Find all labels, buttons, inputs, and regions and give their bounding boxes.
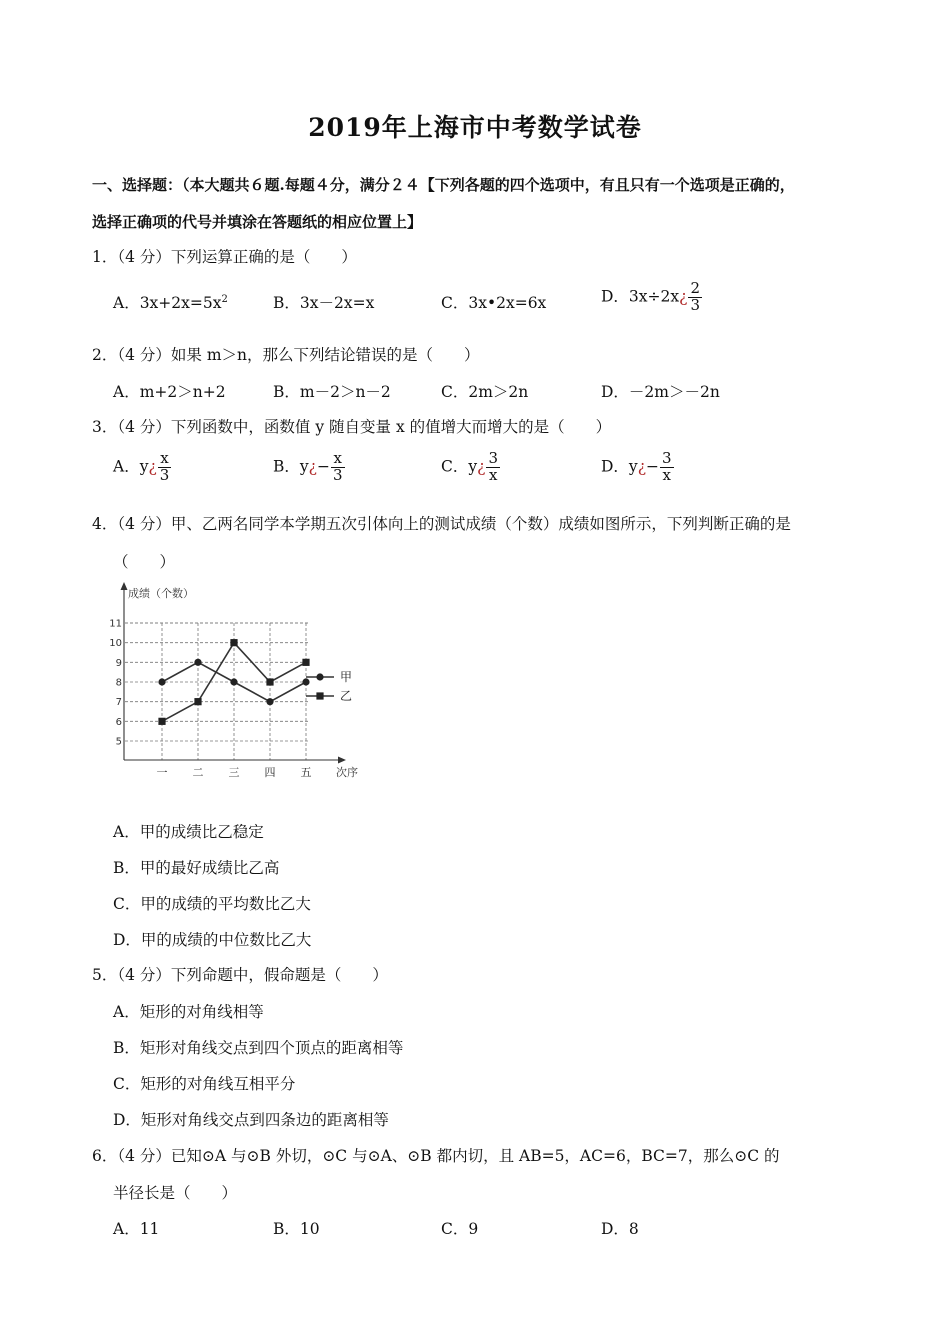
data-point-circle [158, 678, 165, 685]
legend-marker-circle [316, 673, 323, 680]
q3-option-c-glyph: ¿ [477, 457, 486, 476]
y-tick-label: 8 [115, 677, 122, 689]
q3-option-a-numerator: x [158, 451, 172, 468]
q1-option-d-text: D．3x÷2x [601, 287, 680, 306]
q6-option-a: A．11 [113, 1220, 160, 1238]
q4-answer-paren: （ ） [113, 553, 176, 571]
q3-stem: 3．（4 分）下列函数中，函数值 y 随自变量 x 的值增大而增大的是（ ） [92, 418, 612, 436]
q3-option-b-denominator: 3 [332, 465, 343, 484]
x-tick-label: 四 [264, 766, 276, 779]
q3-option-d-fraction [660, 451, 674, 484]
y-axis-title: 成绩（个数） [128, 587, 194, 600]
q1-option-c: C．3x•2x=6x [441, 294, 547, 312]
q6-option-c: C．9 [441, 1220, 479, 1238]
q4-option-b: B．甲的最好成绩比乙高 [113, 859, 280, 877]
data-point-square [302, 659, 309, 666]
q3-option-a [113, 451, 171, 484]
q3-option-d [601, 451, 674, 484]
x-axis-arrow [338, 757, 346, 764]
legend-label: 乙 [340, 689, 353, 703]
q1-option-a-exponent: 2 [221, 293, 228, 305]
q3-option-c-denominator: x [488, 465, 498, 484]
q1-option-a-text: A．3x+2x=5x [113, 294, 222, 312]
data-point-circle [194, 659, 201, 666]
q1-option-d-numerator: 2 [690, 279, 700, 297]
x-tick-label: 二 [192, 766, 204, 779]
q3-option-d-text: D．y [601, 457, 638, 476]
q6-stem: 6．（4 分）已知⊙A 与⊙B 外切，⊙C 与⊙A、⊙B 都内切，且 AB=5，AC=6，BC=7，那么⊙C 的 [92, 1147, 780, 1165]
q1-option-d-fraction [688, 281, 702, 314]
data-point-square [194, 698, 201, 705]
q2-option-c: C．2m＞2n [441, 383, 529, 401]
data-point-circle [230, 678, 237, 685]
x-tick-label: 五 [300, 766, 312, 779]
y-tick-label: 6 [115, 716, 122, 728]
y-tick-label: 11 [109, 618, 122, 630]
q3-option-c-text: C．y [441, 457, 478, 476]
q6-stem-continued: 半径长是（ ） [113, 1184, 238, 1202]
q5-stem: 5．（4 分）下列命题中，假命题是（ ） [92, 966, 388, 984]
x-tick-label: 一 [156, 766, 168, 779]
q2-option-b: B．m－2＞n－2 [273, 383, 391, 401]
q3-option-d-minus: − [646, 457, 659, 476]
q2-option-a: A．m+2＞n+2 [113, 383, 226, 401]
data-point-square [266, 678, 273, 685]
y-axis-arrow [121, 582, 128, 590]
q1-option-d-glyph: ¿ [679, 287, 688, 306]
q3-option-d-denominator: x [662, 465, 671, 484]
q6-option-b: B．10 [273, 1220, 320, 1238]
q3-option-b-fraction [331, 451, 345, 484]
q5-option-c: C．矩形的对角线互相平分 [113, 1075, 296, 1093]
q2-option-d: D．－2m＞－2n [601, 383, 720, 401]
q6-option-d: D．8 [601, 1220, 639, 1238]
data-point-circle [266, 698, 273, 705]
q3-option-b-minus: − [316, 457, 330, 476]
chart-axes [121, 582, 347, 764]
section-header-line2: 选择正确项的代号并填涂在答题纸的相应位置上】 [92, 213, 423, 231]
y-tick-label: 5 [115, 736, 122, 748]
q4-stem: 4．（4 分）甲、乙两名同学本学期五次引体向上的测试成绩（个数）成绩如图所示，下列判断正确的是 [92, 515, 791, 533]
y-tick-label: 10 [109, 638, 122, 650]
q5-option-d: D．矩形对角线交点到四条边的距离相等 [113, 1111, 389, 1129]
q3-option-b-glyph: ¿ [308, 457, 317, 476]
y-tick-label: 9 [115, 657, 122, 669]
q3-option-b-numerator: x [331, 451, 345, 468]
q3-option-d-numerator: 3 [662, 449, 672, 467]
q3-option-b [273, 451, 345, 484]
legend-label: 甲 [340, 670, 353, 684]
q3-option-c [441, 451, 500, 484]
chart-grid [125, 623, 310, 760]
section-header-line1: 一、选择题：（本大题共６题.每题４分，满分２４【下列各题的四个选项中，有且只有一个选项是正确的， [92, 176, 795, 194]
q1-option-d-denominator: 3 [690, 295, 700, 314]
q3-option-a-fraction [158, 451, 172, 484]
q3-option-c-numerator: 3 [488, 449, 498, 467]
q5-option-a: A．矩形的对角线相等 [113, 1003, 264, 1021]
q1-option-a [113, 291, 228, 313]
data-point-circle [302, 678, 309, 685]
q1-stem: 1．（4 分）下列运算正确的是（ ） [92, 248, 357, 266]
q3-option-c-fraction [486, 451, 500, 484]
x-tick-label: 三 [228, 766, 240, 779]
page-title: 2019年上海市中考数学试卷 [308, 113, 642, 142]
y-tick-label: 7 [115, 697, 122, 709]
q4-option-c: C．甲的成绩的平均数比乙大 [113, 895, 311, 913]
q2-stem: 2．（4 分）如果 m＞n，那么下列结论错误的是（ ） [92, 346, 480, 364]
q4-option-d: D．甲的成绩的中位数比乙大 [113, 931, 312, 949]
data-point-square [230, 639, 237, 646]
q4-line-chart [109, 578, 392, 783]
q4-option-a: A．甲的成绩比乙稳定 [113, 823, 264, 841]
x-axis-title: 次序 [336, 766, 358, 779]
data-point-square [158, 718, 165, 725]
q3-option-d-glyph: ¿ [637, 457, 646, 476]
q3-option-b-text: B．y [273, 457, 309, 476]
q1-option-b: B．3x－2x=x [273, 294, 375, 312]
q3-option-a-denominator: 3 [159, 465, 170, 484]
q3-option-a-text: A．y [113, 457, 149, 476]
q5-option-b: B．矩形对角线交点到四个顶点的距离相等 [113, 1039, 404, 1057]
q3-option-a-glyph: ¿ [148, 457, 157, 476]
q1-option-d [601, 281, 702, 314]
legend-marker-square [316, 692, 323, 699]
